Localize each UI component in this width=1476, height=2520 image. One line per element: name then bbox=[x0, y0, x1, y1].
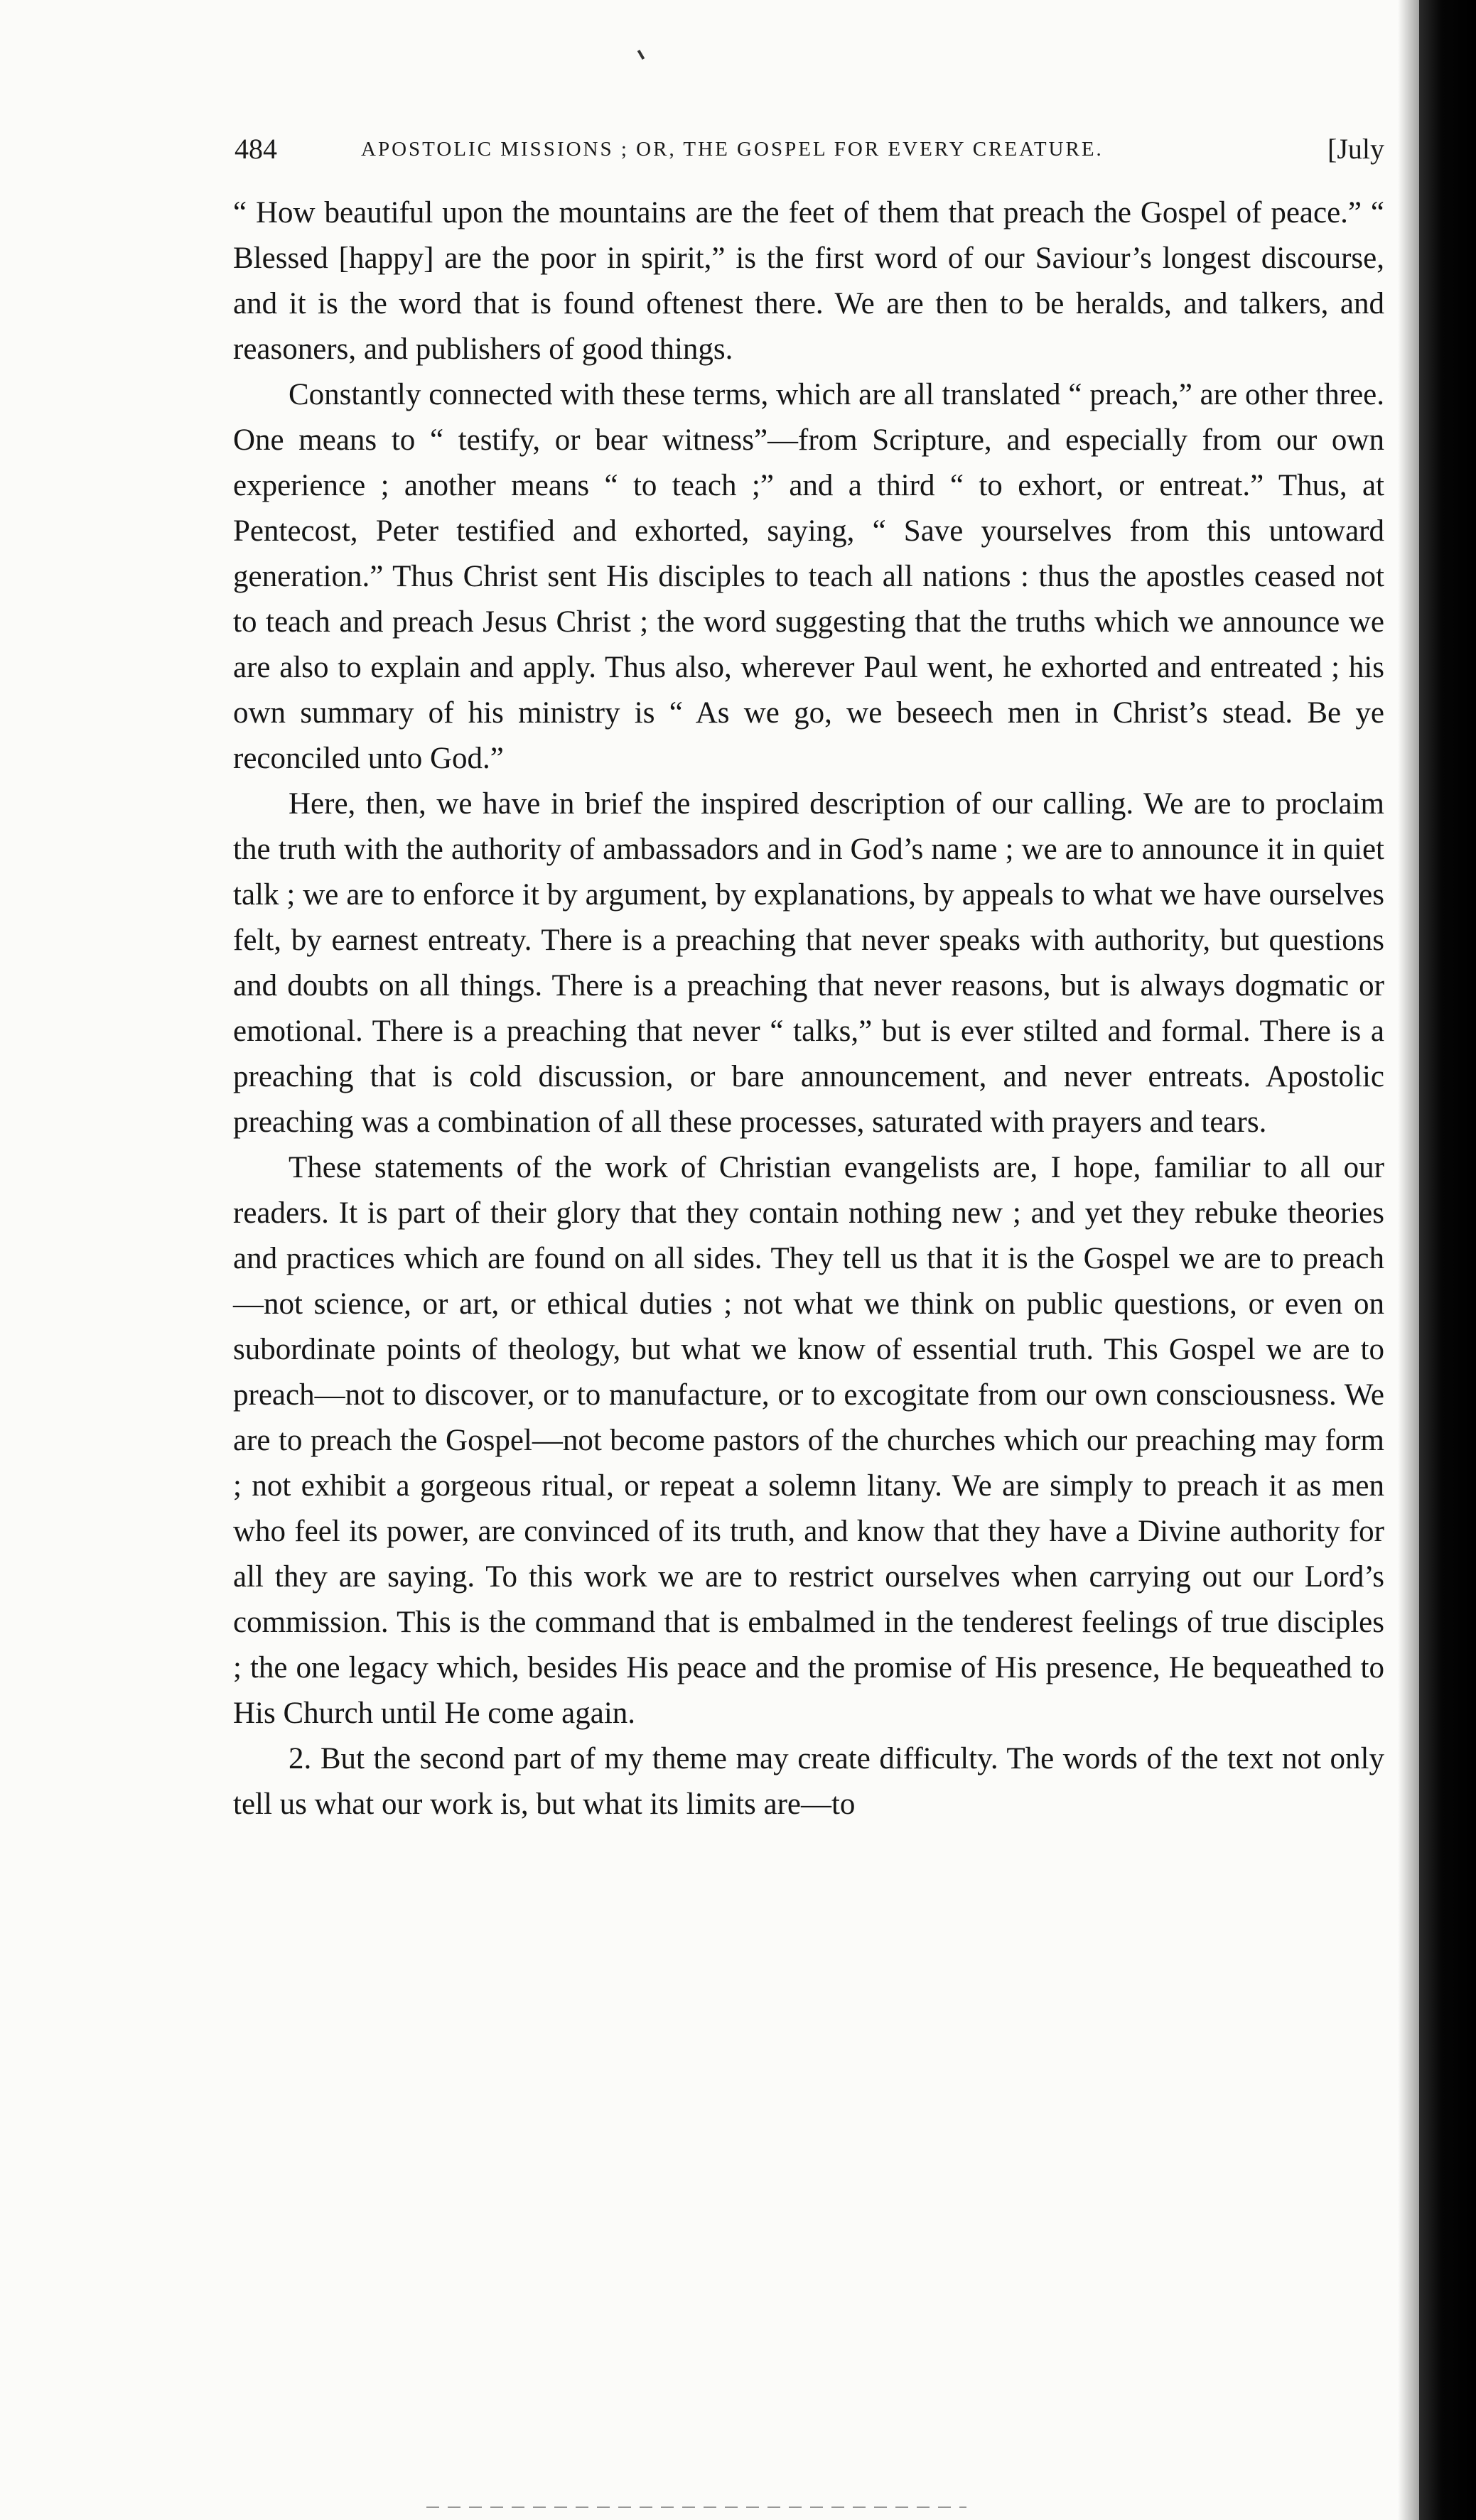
ink-speck bbox=[637, 50, 645, 60]
paragraph-4: These statements of the work of Christian evangelists are, I hope, familiar to all our readers. It is part of their glory that they contain nothing new ; and yet they rebuke theories and practices which are found on all sides. They tell us that it is the Gospel we are to preach—not science, or art, or ethical duties ; not what we think on public questions, or even on subordinate points of theology, but what we know of essential truth. This Gospel we are to preach—not to discover, or to manufacture, or to excogitate from our own consciousness. We are to preach the Gospel—not become pastors of the churches which our preaching may form ; not exhibit a gorgeous ritual, or repeat a solemn litany. We are simply to preach it as men who feel its power, are convinced of its truth, and know that they have a Divine authority for all they are saying. To this work we are to restrict ourselves when carrying out our Lord’s commission. This is the command that is embalmed in the tenderest feelings of true disciples ; the one legacy which, besides His peace and the promise of His presence, He bequeathed to His Church until He come again. bbox=[233, 1151, 1384, 1730]
body-text bbox=[233, 190, 1384, 1827]
page-header bbox=[226, 128, 1391, 171]
page-number: 484 bbox=[235, 133, 277, 165]
binding-edge bbox=[1419, 0, 1476, 2520]
running-title: APOSTOLIC MISSIONS ; OR, THE GOSPEL FOR EVERY CREATURE. bbox=[361, 138, 1104, 161]
bottom-rule bbox=[426, 2507, 966, 2508]
paragraph-2: Constantly connected with these terms, which are all translated “ preach,” are other three. One means to “ testify, or bear witness”—from Scripture, and especially from our own experience ; another means “ to teach ;” and a third “ to exhort, or entreat.” Thus, at Pentecost, Peter testified and exhorted, saying, “ Save yourselves from this untoward generation.” Thus Christ sent His disciples to teach all nations : thus the apostles ceased not to teach and preach Jesus Christ ; the word suggesting that the truths which we announce we are also to explain and apply. Thus also, wherever Paul went, he exhorted and entreated ; his own summary of his ministry is “ As we go, we beseech men in Christ’s stead. Be ye reconciled unto God.” bbox=[233, 378, 1384, 775]
paragraph-5: 2. But the second part of my theme may create difficulty. The words of the text not only tell us what our work is, but what its limits are—to bbox=[233, 1742, 1384, 1821]
paragraph-1: “ How beautiful upon the mountains are the feet of them that preach the Gospel of peace.” “ Blessed [happy] are the poor in spirit,” is the first word of our Saviour’s longest discourse, and it is the word that is found oftenest there. We are then to be heralds, and talkers, and reasoners, and publishers of good things. bbox=[233, 196, 1384, 366]
header-month: [July bbox=[1327, 133, 1384, 165]
paragraph-3: Here, then, we have in brief the inspired description of our calling. We are to proclaim the truth with the authority of ambassadors and in God’s name ; we are to announce it in quiet talk ; we are to enforce it by argument, by explanations, by appeals to what we have ourselves felt, by earnest entreaty. There is a preaching that never speaks with authority, but questions and doubts on all things. There is a preaching that never reasons, but is always dogmatic or emotional. There is a preaching that never “ talks,” but is ever stilted and formal. There is a preaching that is cold discussion, or bare announcement, and never entreats. Apostolic preaching was a combination of all these processes, saturated with prayers and tears. bbox=[233, 787, 1384, 1139]
binding-shadow bbox=[1398, 0, 1419, 2520]
